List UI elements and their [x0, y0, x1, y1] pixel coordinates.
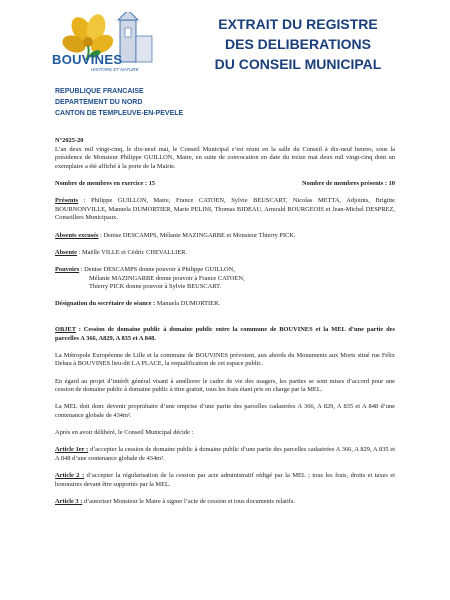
members-present: Nombre de membres présents : 10 — [302, 179, 395, 187]
article-2-label: Article 2 : — [55, 472, 85, 480]
article-2-text: d’accepter la régularisation de la cession par acte administratif rédigé par la MEL ; tous les frais, droits et taxes et honoraires devant être supportés par la MEL. — [55, 472, 395, 488]
paragraph-4: Après en avoir délibéré, le Conseil Municipal décide : — [55, 429, 194, 437]
absents-paragraph — [55, 249, 395, 258]
presents-paragraph — [55, 197, 395, 223]
secretaire-label: Désignation du secrétaire de séance : — [55, 300, 156, 308]
article-3-text: d’autoriser Monsieur le Maire à signer l’acte de cession et tous documents relatifs. — [82, 497, 295, 505]
paragraph-1: La Métropole Européenne de Lille et la commune de BOUVINES prévoient, aux abords du Monuments aux Morts situé rue Félix Dehau à BOUVINES lieu-dit LA PLACE, la requalification de cet espace public. — [55, 351, 395, 368]
intro-paragraph: L’an deux mil vingt-cinq, le dix-neuf mai, le Conseil Municipal s’est réuni en la salle du Conseil à dix-neuf heures, sous la présidence de Monsieur Philippe GUILLON, Maire, en suite de convocation en date du treize mai deux mil vingt-cinq dont un exemplaire a été affiché à la porte de la Mairie. — [55, 145, 395, 170]
objet-text: : Cession de domaine public à domaine public entre la commune de BOUVINES et la MEL d’une partie des parcelles A 366, A829, A 835 et A 848. — [55, 326, 395, 342]
objet-paragraph — [55, 326, 395, 343]
pouvoirs-line-1 — [55, 266, 395, 275]
admin-departement: DEPARTEMENT DU NORD — [55, 99, 143, 106]
article-2 — [55, 472, 395, 489]
secretaire-paragraph — [55, 300, 395, 309]
admin-republique: REPUBLIQUE FRANCAISE — [55, 88, 144, 95]
secretaire-text: Manuela DUMORTIER. — [155, 300, 220, 308]
article-1 — [55, 446, 395, 463]
title-line-1: EXTRAIT DU REGISTRE — [218, 16, 378, 32]
article-3-label: Article 3 : — [55, 497, 83, 505]
title-line-2: DES DELIBERATIONS — [225, 36, 371, 52]
absents-text: : Maëlle VILLE et Cédric CHEVALLIER. — [77, 248, 187, 256]
absents-label: Absente — [55, 248, 78, 256]
article-3 — [55, 498, 395, 507]
pouvoirs-line-3: Thierry PICK donne pouvoir à Sylvie BEUSCART. — [89, 283, 222, 291]
article-1-text: d’accepter la cession de domaine public à domaine public d’une partie des parcelles cadastrées A 366, A 829, A 835 et A 848 d’une contenance globale de 434m². — [55, 446, 395, 462]
deliberation-body — [55, 137, 395, 507]
admin-block — [55, 86, 183, 119]
excuses-text: : Denise DESCAMPS, Mélanie MAZINGARBE et Monsieur Thierry PICK. — [98, 231, 296, 239]
pouvoirs-text-1: : Denise DESCAMPS donne pouvoir à Philippe GUILLON, — [79, 265, 235, 273]
admin-canton: CANTON DE TEMPLEUVE-EN-PEVELE — [55, 110, 184, 117]
excuses-paragraph — [55, 232, 395, 241]
members-in-office: Nombre de membres en exercice : 15 — [55, 179, 156, 187]
objet-label: OBJET — [55, 326, 76, 334]
member-counts — [55, 180, 395, 189]
document-title — [180, 14, 416, 74]
excuses-label: Absents excusés — [55, 231, 99, 239]
pouvoirs-label: Pouvoirs — [55, 265, 80, 273]
presents-label: Présents — [55, 197, 79, 205]
presents-text: : Philippe GUILLON, Maire, France CATOEN, Sylvie BEUSCART, Nicolas METTA, Adjoints, Brigitte BOURNONVILLE, Manuela DUMORTIER, Marie PELINI, Thomas BIDEAU, Arnould BOURGEOIS et Jean-Michel DESPREZ, Conseillers Municipaux. — [55, 197, 395, 222]
title-line-3: DU CONSEIL MUNICIPAL — [214, 56, 382, 72]
article-1-label: Article 1er : — [55, 446, 89, 454]
paragraph-3: La MEL doit donc devenir propriétaire d’une emprise d’une partie des parcelles cadastrées A 366, A 829, A 835 et A 848 d’une contenance globale de 434m². — [55, 403, 395, 419]
deliberation-number: N°2025-20 — [55, 137, 84, 144]
pouvoirs-line-2: Mélanie MAZINGARBE donne pouvoir à France CATOEN, — [89, 274, 245, 282]
logo-tagline: HISTOIRE ET NATURE — [91, 67, 139, 72]
logo-name: BOUVINES — [52, 52, 123, 67]
tower-icon — [118, 12, 152, 62]
paragraph-2: En égard au projet d’intérêt général visant à améliorer le cadre de vie des usagers, les parties se sont mises d’accord pour une cession de domaine public à domaine public à titre gratuit, tous les frais étant pris en charge par la MEL. — [55, 377, 395, 394]
